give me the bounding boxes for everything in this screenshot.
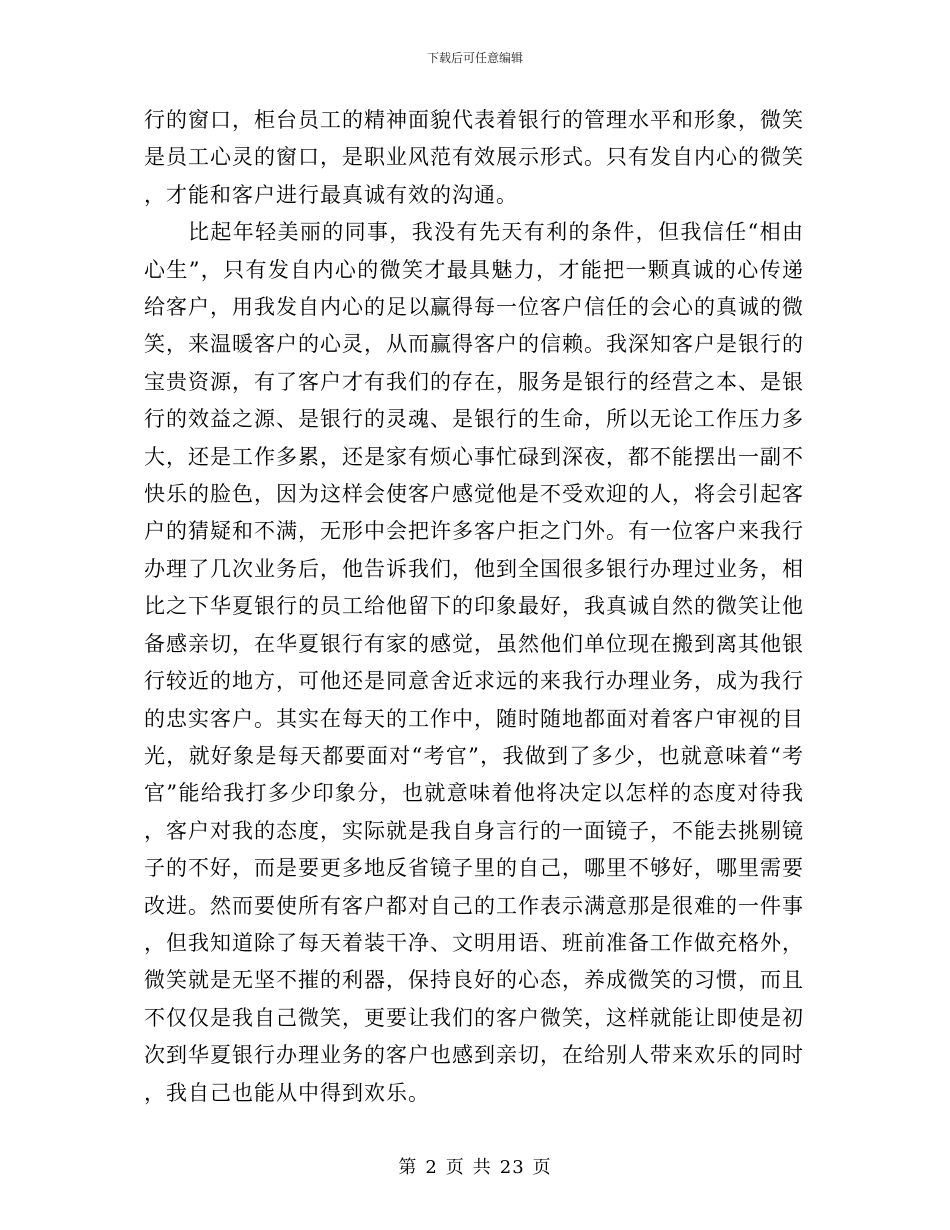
footer-page-word: 页 (445, 1157, 465, 1178)
paragraph-continued: 行的窗口，柜台员工的精神面貌代表着银行的管理水平和形象，微笑是员工心灵的窗口，是职业风范有效展示形式。只有发自内心的微笑，才能和客户进行最真诚有效的沟通。 (144, 108, 804, 207)
page-footer (0, 1157, 950, 1179)
footer-suffix: 页 (532, 1157, 552, 1178)
paragraph: 比起年轻美丽的同事，我没有先天有利的条件，但我信任“相由心生”，只有发自内心的微笑才最具魅力，才能把一颗真诚的心传递给客户，用我发自内心的足以赢得每一位客户信任的会心的真诚的微笑，来温暖客户的心灵，从而赢得客户的信赖。我深知客户是银行的宝贵资源，有了客户才有我们的存在，服务是银行的经营之本、是银行的效益之源、是银行的灵魂、是银行的生命，所以无论工作压力多大，还是工作多累，还是家有烦心事忙碌到深夜，都不能摆出一副不快乐的脸色，因为这样会使客户感觉他是不受欢迎的人，将会引起客户的猜疑和不满，无形中会把许多客户拒之门外。有一位客户来我行办理了几次业务后，他告诉我们，他到全国很多银行办理过业务，相比之下华夏银行的员工给他留下的印象最好，我真诚自然的微笑让他备感亲切，在华夏银行有家的感觉，虽然他们单位现在搬到离其他银行较近的地方，可他还是同意舍近求远的来我行办理业务，成为我行的忠实客户。其实在每天的工作中，随时随地都面对着客户审视的目光，就好象是每天都要面对“考官”，我做到了多少，也就意味着“考官”能给我打多少印象分，也就意味着他将决定以怎样的态度对待我，客户对我的态度，实际就是我自身言行的一面镜子，不能去挑剔镜子的不好，而是要更多地反省镜子里的自己，哪里不够好，哪里需要改进。然而要使所有客户都对自己的工作表示满意那是很难的一件事，但我知道除了每天着装干净、文明用语、班前准备工作做充格外，微笑就是无坚不摧的利器，保持良好的心态，养成微笑的习惯，而且不仅仅是我自己微笑，更要让我们的客户微笑，这样就能让即使是初次到华夏银行办理业务的客户也感到亲切，在给别人带来欢乐的同时，我自己也能从中得到欢乐。 (144, 220, 804, 1105)
footer-connector: 共 (472, 1157, 492, 1178)
footer-prefix: 第 (398, 1157, 418, 1178)
header-text: 下载后可任意编辑 (426, 51, 523, 65)
page-number: 2 (425, 1157, 438, 1178)
document-body (144, 102, 804, 1112)
total-pages: 23 (499, 1157, 525, 1178)
page-header (0, 50, 950, 66)
